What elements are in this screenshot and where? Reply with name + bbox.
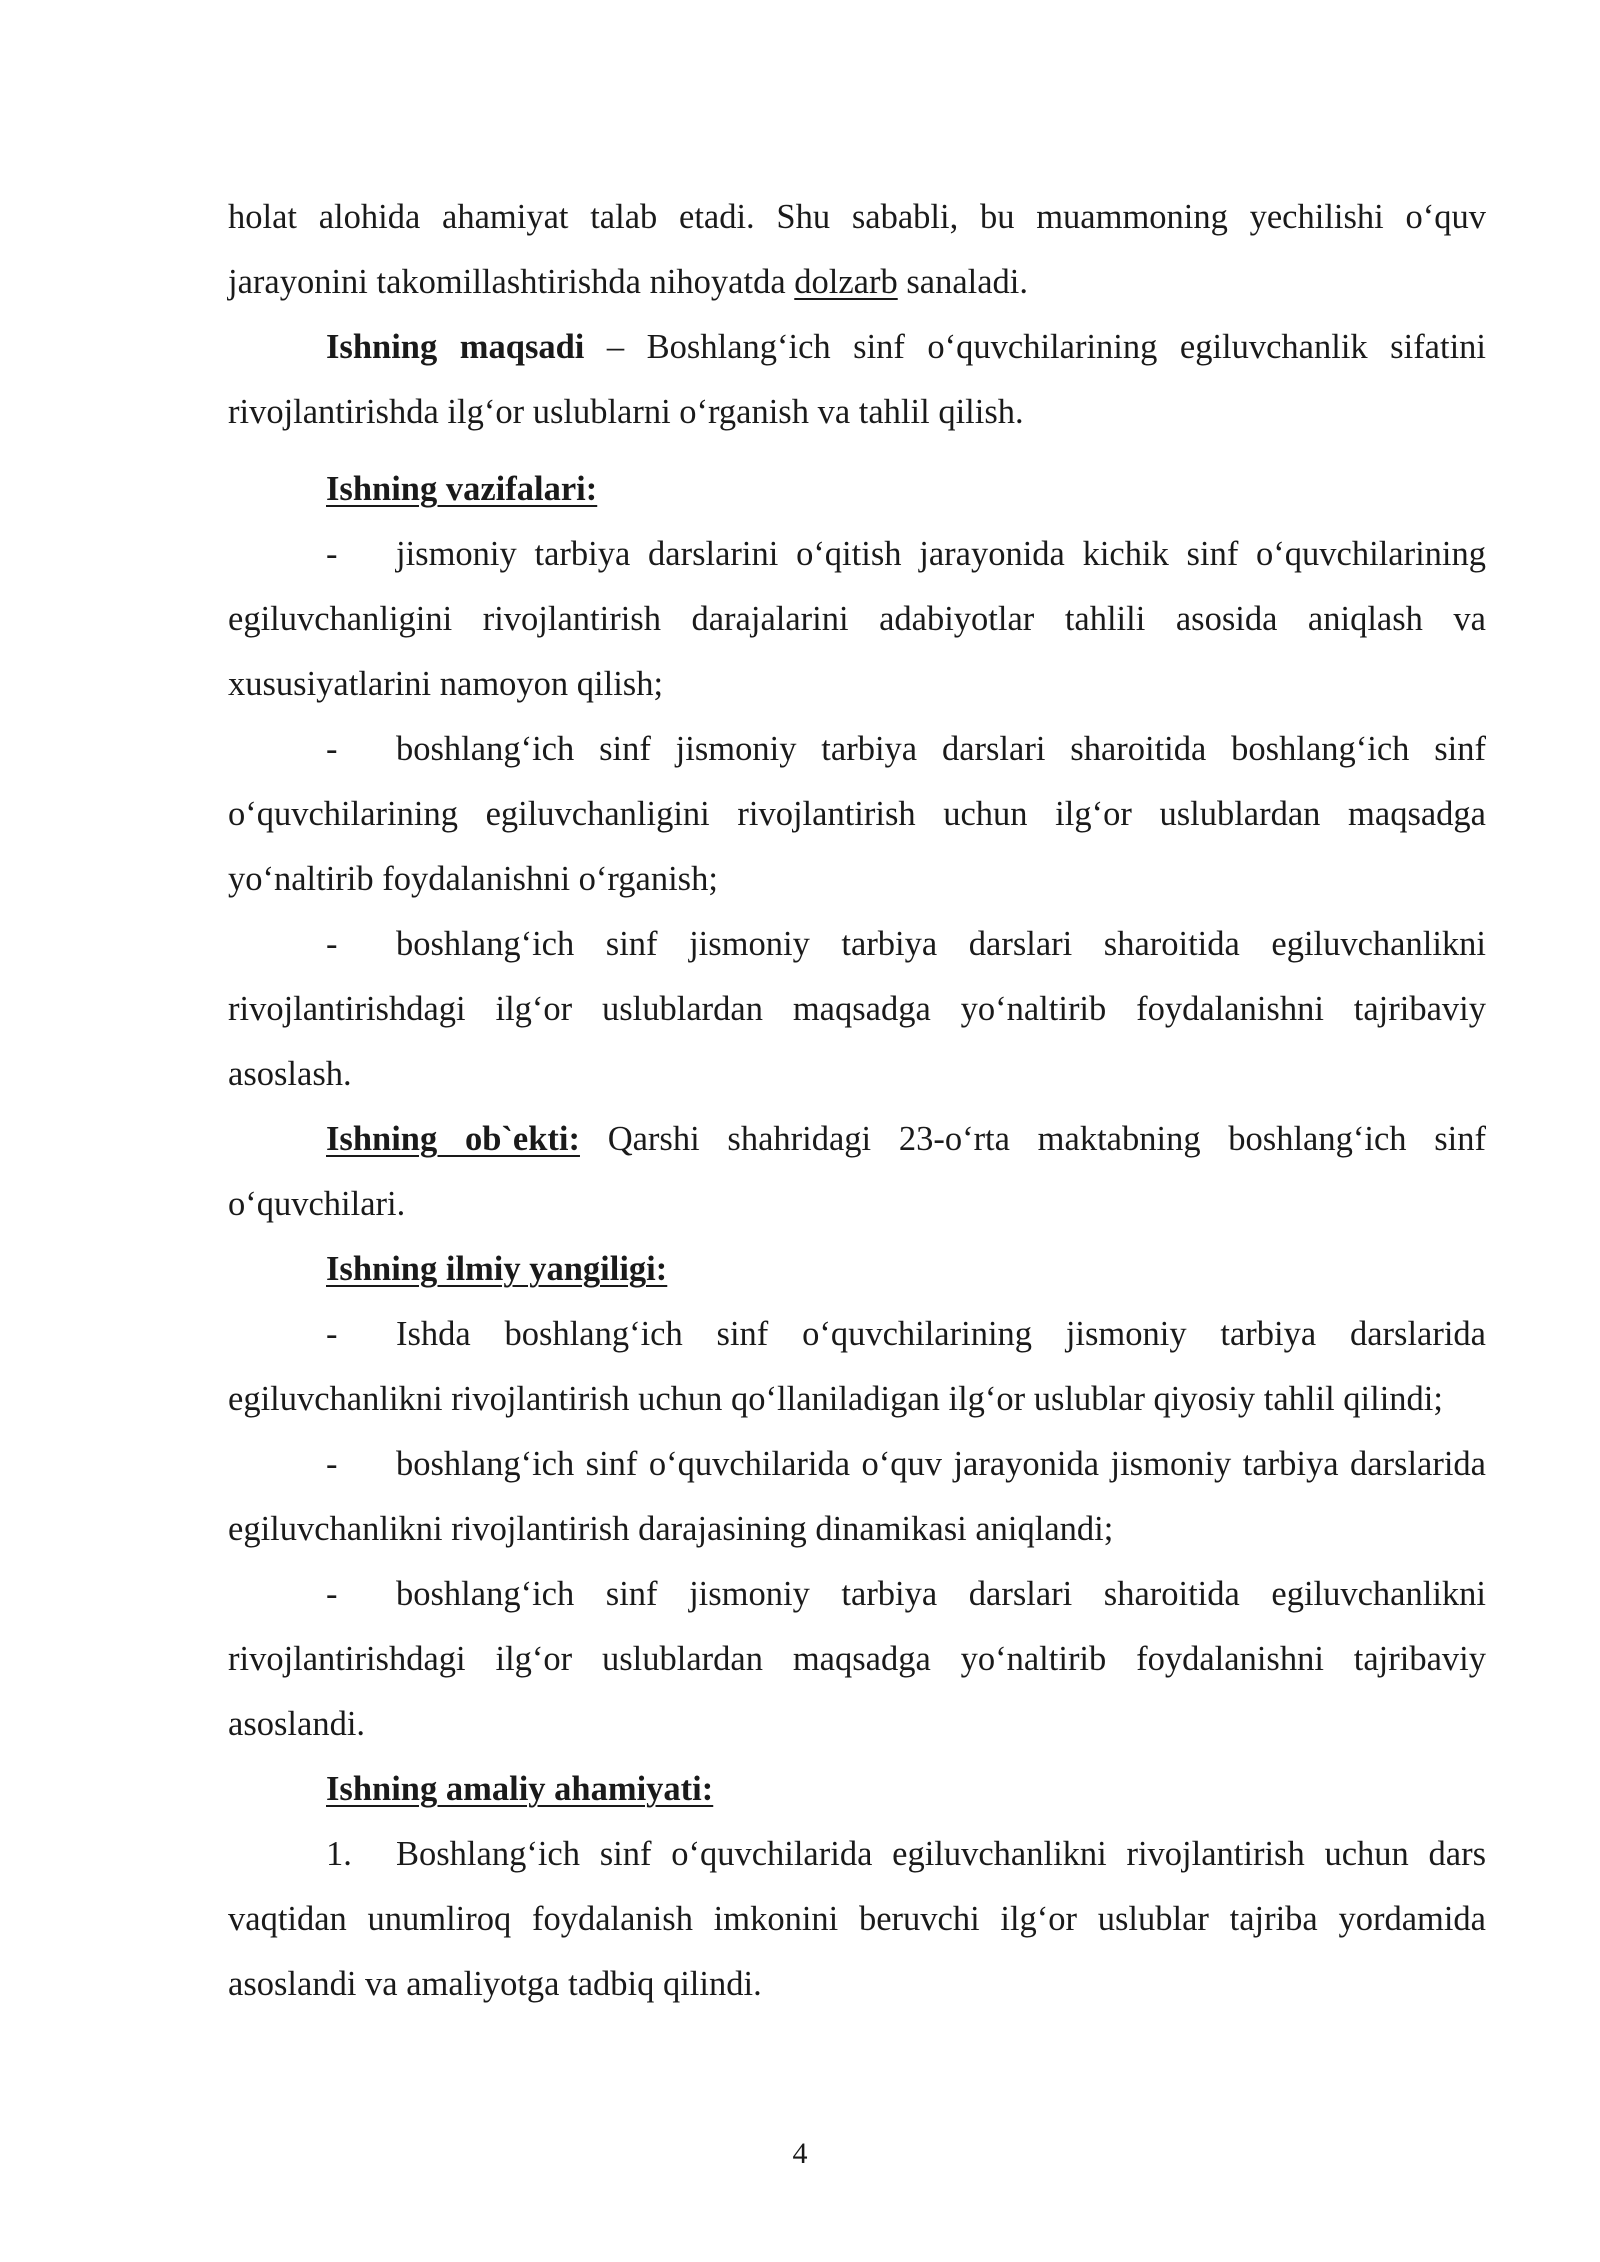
goal-paragraph [228, 315, 1486, 445]
list-marker: 1. [326, 1835, 352, 1873]
list-marker: - [326, 730, 338, 768]
task-item [228, 912, 1486, 1107]
task-item [228, 717, 1486, 912]
novelty-item [228, 1302, 1486, 1432]
task-item-text: boshlang‘ich sinf jismoniy tarbiya darslari sharoitida egiluvchanlikni rivojlantirishdagi ilg‘or uslublardan maqsadga yo‘naltirib foydalanishni tajribaviy asoslash. [228, 925, 1486, 1093]
list-marker: - [326, 1445, 338, 1483]
task-item [228, 522, 1486, 717]
goal-text: – Boshlang‘ich sinf o‘quvchilarining egiluvchanlik sifatini rivojlantirishda ilg‘or uslublarni o‘rganish va tahlil qilish. [228, 328, 1486, 431]
novelty-heading [228, 1237, 1486, 1302]
underlined-word: dolzarb [794, 263, 898, 301]
practical-heading-text: Ishning amaliy ahamiyati: [326, 1770, 714, 1808]
list-marker: - [326, 925, 338, 963]
intro-paragraph [228, 185, 1486, 315]
task-item-text: boshlang‘ich sinf jismoniy tarbiya darslari sharoitida boshlang‘ich sinf o‘quvchilarining egiluvchanligini rivojlantirish uchun ilg‘or uslublardan maqsadga yo‘naltirib foydalanishni o‘rganish; [228, 730, 1486, 898]
novelty-heading-text: Ishning ilmiy yangiligi: [326, 1250, 668, 1288]
practical-item [228, 1822, 1486, 2017]
novelty-item-text: boshlang‘ich sinf o‘quvchilarida o‘quv jarayonida jismoniy tarbiya darslarida egiluvchanlikni rivojlantirish darajasining dinamikasi aniqlandi; [228, 1445, 1486, 1548]
novelty-item [228, 1562, 1486, 1757]
tasks-heading [228, 457, 1486, 522]
novelty-item-text: Ishda boshlang‘ich sinf o‘quvchilarining jismoniy tarbiya darslarida egiluvchanlikni rivojlantirish uchun qo‘llaniladigan ilg‘or uslublar qiyosiy tahlil qilindi; [228, 1315, 1486, 1418]
page-number: 4 [792, 2137, 808, 2170]
list-marker: - [326, 1315, 338, 1353]
object-label: Ishning ob`ekti: [326, 1120, 580, 1158]
practical-item-text: Boshlang‘ich sinf o‘quvchilarida egiluvchanlikni rivojlantirish uchun dars vaqtidan unumliroq foydalanish imkonini beruvchi ilg‘or uslublar tajriba yordamida asoslandi va amaliyotga tadbiq qilindi. [228, 1835, 1486, 2003]
intro-text-end: sanaladi. [897, 263, 1029, 301]
list-marker: - [326, 535, 338, 573]
practical-heading [228, 1757, 1486, 1822]
goal-label: Ishning maqsadi [326, 328, 585, 366]
object-text: Qarshi shahridagi 23-o‘rta maktabning boshlang‘ich sinf o‘quvchilari. [228, 1120, 1486, 1223]
intro-text: holat alohida ahamiyat talab etadi. Shu sababli, bu muammoning yechilishi o‘quv jarayonini takomillashtirishda nihoyatda [228, 198, 1486, 301]
document-page [228, 185, 1486, 2017]
task-item-text: jismoniy tarbiya darslarini o‘qitish jarayonida kichik sinf o‘quvchilarining egiluvchanligini rivojlantirish darajalarini adabiyotlar tahlili asosida aniqlash va xususiyatlarini namoyon qilish; [228, 535, 1486, 703]
novelty-item [228, 1432, 1486, 1562]
novelty-item-text: boshlang‘ich sinf jismoniy tarbiya darslari sharoitida egiluvchanlikni rivojlantirishdagi ilg‘or uslublardan maqsadga yo‘naltirib foydalanishni tajribaviy asoslandi. [228, 1575, 1486, 1743]
object-paragraph [228, 1107, 1486, 1237]
list-marker: - [326, 1575, 338, 1613]
tasks-heading-text: Ishning vazifalari: [326, 470, 598, 508]
